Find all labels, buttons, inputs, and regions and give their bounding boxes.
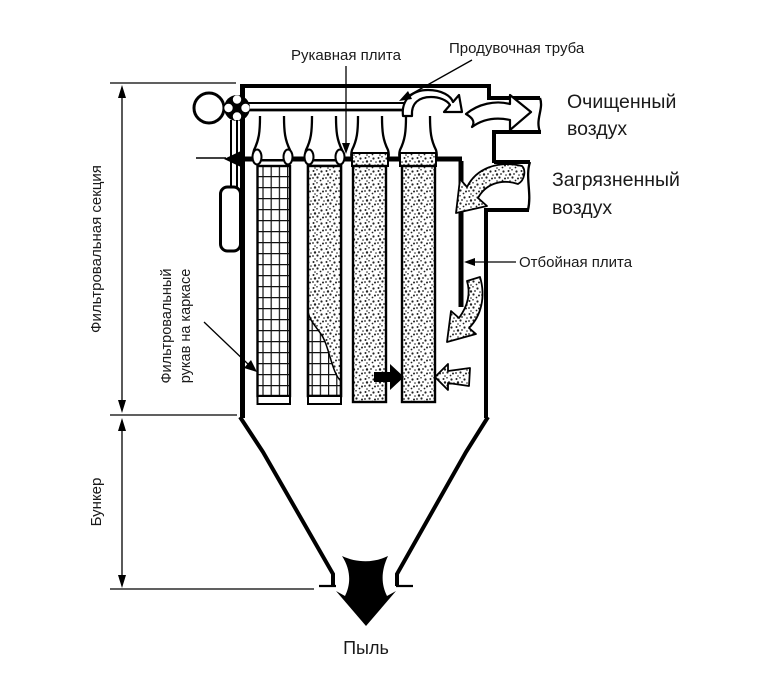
valve-port (224, 104, 232, 112)
bag-plate-label: Рукавная плита (291, 47, 401, 64)
baffle-plate-label: Отбойная плита (519, 254, 633, 271)
bag-collar (336, 150, 345, 165)
filter-section-label: Фильтровальная секция (88, 165, 105, 333)
bag-collar (253, 150, 262, 165)
hopper-label: Бункер (88, 477, 105, 527)
bag-collar (305, 150, 314, 165)
bag-bottom-cap (258, 396, 291, 404)
dust-cap (400, 153, 436, 166)
bag-collar (284, 150, 293, 165)
purge-pipe-label: Продувочная труба (449, 40, 585, 57)
dust-label: Пыль (343, 638, 389, 658)
valve-port (233, 112, 241, 120)
dirty-air-label-line1: Загрязненный (552, 169, 680, 191)
filter-bag-1 (258, 166, 291, 396)
filter-bag-4 (402, 166, 435, 402)
clean-air-label-line2: воздух (567, 118, 628, 140)
dust-cap (352, 153, 388, 166)
filter-bag-3 (353, 166, 386, 402)
pulse-tank (221, 187, 241, 251)
dirty-air-label-line2: воздух (552, 197, 613, 219)
valve-port (241, 104, 249, 112)
filter-bag-label-line1: Фильтровальный (159, 268, 175, 384)
valve-port (233, 95, 241, 103)
bag-bottom-cap (308, 396, 341, 404)
filter-bag-label-line2: рукав на каркасе (178, 268, 194, 384)
blower-icon (194, 93, 224, 123)
inlet-duct-break-edge (528, 162, 530, 210)
clean-air-label-line1: Очищенный (567, 91, 677, 113)
